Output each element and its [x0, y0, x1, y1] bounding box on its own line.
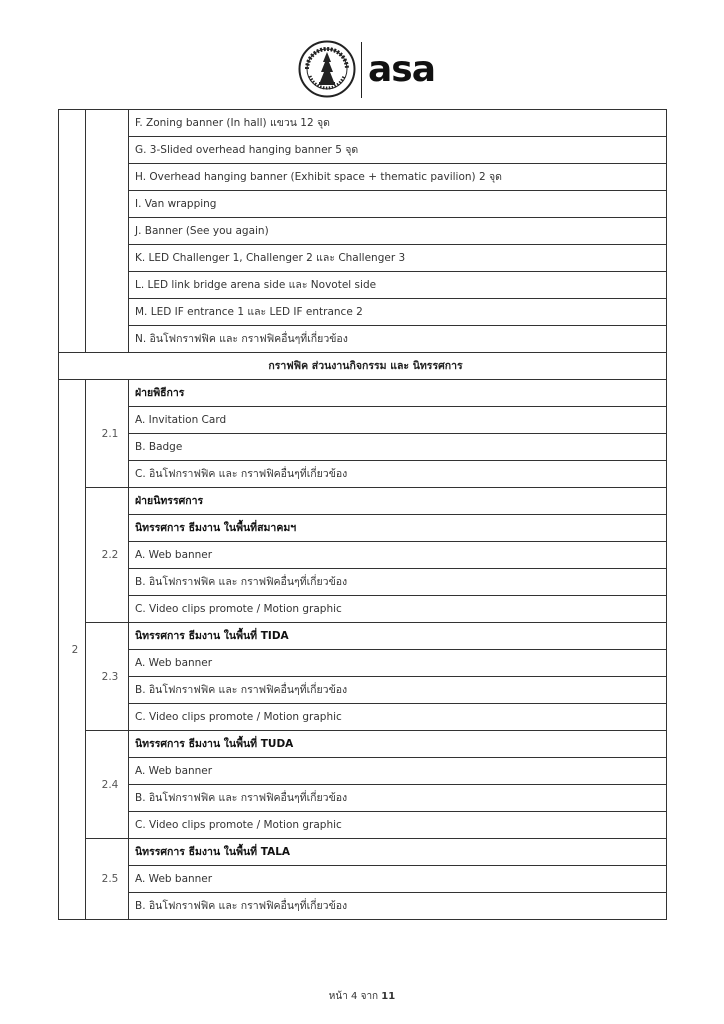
- group-number: 2.1: [86, 380, 129, 488]
- list-item: B. Badge: [129, 434, 667, 461]
- table-row: [59, 191, 667, 218]
- group-heading: ฝ่ายนิทรรศการ: [129, 488, 667, 515]
- table-row: [59, 758, 667, 785]
- list-item: A. Web banner: [129, 866, 667, 893]
- footer-prefix: หน้า: [328, 991, 348, 1002]
- list-item: B. อินโฟกราฟฟิค และ กราฟฟิคอื่นๆที่เกี่ยวข้อง: [129, 785, 667, 812]
- table-row: [59, 569, 667, 596]
- list-item: C. Video clips promote / Motion graphic: [129, 704, 667, 731]
- list-item: H. Overhead hanging banner (Exhibit space + thematic pavilion) 2 จุด: [129, 164, 667, 191]
- group-subheading: นิทรรศการ ธีมงาน ในพื้นที่สมาคมฯ: [129, 515, 667, 542]
- table-row: [59, 812, 667, 839]
- page-header: [298, 40, 468, 102]
- table-row: [59, 488, 667, 515]
- group-heading: นิทรรศการ ธีมงาน ในพื้นที่ TALA: [129, 839, 667, 866]
- table-row: [59, 650, 667, 677]
- table-row: [59, 218, 667, 245]
- list-item: A. Web banner: [129, 542, 667, 569]
- table-row: [59, 110, 667, 137]
- list-item: B. อินโฟกราฟฟิค และ กราฟฟิคอื่นๆที่เกี่ยวข้อง: [129, 677, 667, 704]
- footer-page-number: 4: [351, 991, 358, 1002]
- table-row: [59, 677, 667, 704]
- svg-text:asa: asa: [368, 54, 436, 86]
- asa-brand-logo: [368, 54, 458, 86]
- table-row: [59, 461, 667, 488]
- table-row: [59, 272, 667, 299]
- table-row: [59, 866, 667, 893]
- table-row: [59, 515, 667, 542]
- section-title-row: [59, 353, 667, 380]
- group-number: 2.3: [86, 623, 129, 731]
- deliverables-table: [58, 109, 667, 920]
- group-heading: นิทรรศการ ธีมงาน ในพื้นที่ TUDA: [129, 731, 667, 758]
- table-row: [59, 839, 667, 866]
- list-item: M. LED IF entrance 1 และ LED IF entrance 2: [129, 299, 667, 326]
- section-number: 2: [59, 380, 86, 920]
- list-item: J. Banner (See you again): [129, 218, 667, 245]
- page-footer: [0, 989, 724, 1004]
- group-number: 2.5: [86, 839, 129, 920]
- table-row: [59, 785, 667, 812]
- table-row: [59, 704, 667, 731]
- list-item: N. อินโฟกราฟฟิค และ กราฟฟิคอื่นๆที่เกี่ยวข้อง: [129, 326, 667, 353]
- group-heading: นิทรรศการ ธีมงาน ในพื้นที่ TIDA: [129, 623, 667, 650]
- list-item: C. อินโฟกราฟฟิค และ กราฟฟิคอื่นๆที่เกี่ยวข้อง: [129, 461, 667, 488]
- footer-page-total: 11: [381, 991, 396, 1002]
- table-row: [59, 542, 667, 569]
- table-row: [59, 407, 667, 434]
- group-number: 2.4: [86, 731, 129, 839]
- list-item: L. LED link bridge arena side และ Novotel side: [129, 272, 667, 299]
- table-row: [59, 299, 667, 326]
- list-item: A. Web banner: [129, 650, 667, 677]
- list-item: I. Van wrapping: [129, 191, 667, 218]
- table-row: [59, 596, 667, 623]
- table-row: [59, 893, 667, 920]
- footer-of: จาก: [360, 991, 379, 1002]
- list-item: A. Invitation Card: [129, 407, 667, 434]
- table-row: [59, 380, 667, 407]
- list-item: C. Video clips promote / Motion graphic: [129, 812, 667, 839]
- list-item: C. Video clips promote / Motion graphic: [129, 596, 667, 623]
- list-item: B. อินโฟกราฟฟิค และ กราฟฟิคอื่นๆที่เกี่ยวข้อง: [129, 893, 667, 920]
- section-title: กราฟฟิค ส่วนงานกิจกรรม และ นิทรรศการ: [59, 353, 667, 380]
- table-row: [59, 434, 667, 461]
- list-item: A. Web banner: [129, 758, 667, 785]
- list-item: G. 3-Slided overhead hanging banner 5 จุด: [129, 137, 667, 164]
- group-heading: ฝ่ายพิธีการ: [129, 380, 667, 407]
- table-row: [59, 326, 667, 353]
- association-seal-logo: [298, 40, 356, 98]
- group-number: 2.2: [86, 488, 129, 623]
- cell-blank: [59, 110, 86, 353]
- list-item: F. Zoning banner (In hall) แขวน 12 จุด: [129, 110, 667, 137]
- cell-blank: [86, 110, 129, 353]
- table-row: [59, 731, 667, 758]
- table-row: [59, 137, 667, 164]
- list-item: K. LED Challenger 1, Challenger 2 และ Challenger 3: [129, 245, 667, 272]
- table-row: [59, 623, 667, 650]
- list-item: B. อินโฟกราฟฟิค และ กราฟฟิคอื่นๆที่เกี่ยวข้อง: [129, 569, 667, 596]
- table-row: [59, 164, 667, 191]
- header-divider: [361, 42, 362, 98]
- table-row: [59, 245, 667, 272]
